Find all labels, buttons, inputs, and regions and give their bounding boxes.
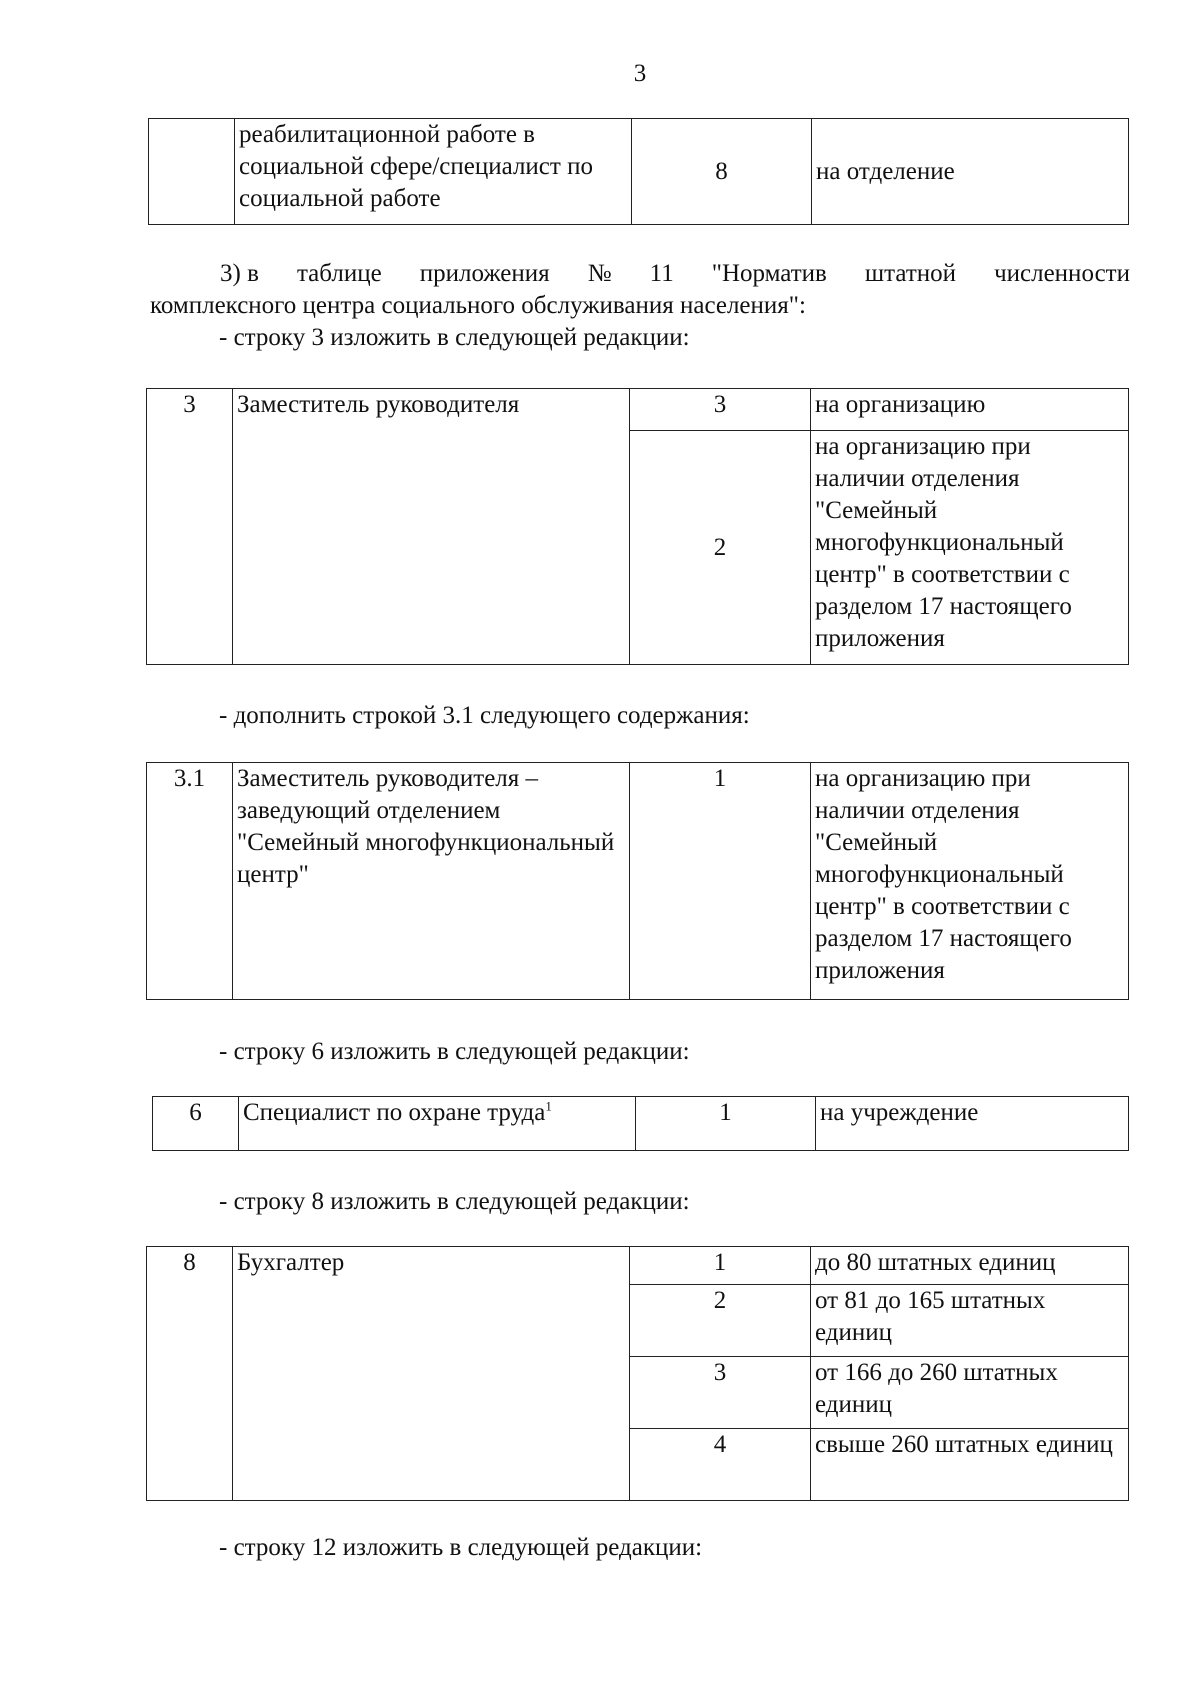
intro-word: 11	[649, 260, 674, 287]
table-row	[147, 389, 1129, 431]
norm-cell: свыше 260 штатных единиц	[811, 1429, 1129, 1501]
count-cell: 2	[630, 431, 811, 665]
intro-word: численности	[994, 260, 1130, 287]
intro-word: "Норматив	[711, 260, 827, 287]
count-cell: 8	[632, 119, 812, 225]
table-row-8	[146, 1246, 1129, 1501]
count-cell: 1	[630, 1247, 811, 1285]
instruction-row-12: - строку 12 изложить в следующей редакции:	[219, 1534, 703, 1561]
norm-cell: на организацию при наличии отделения "Семейный многофункциональный центр" в соответствии с разделом 17 настоящего приложения	[811, 431, 1129, 665]
table-row-3-1	[146, 762, 1129, 1000]
intro-word: штатной	[864, 260, 957, 287]
norm-cell: на отделение	[812, 119, 1129, 225]
table-row	[147, 1247, 1129, 1285]
number-cell: 6	[153, 1097, 239, 1151]
count-cell: 4	[630, 1429, 811, 1501]
norm-cell: до 80 штатных единиц	[811, 1247, 1129, 1285]
position-cell: Заместитель руководителя – заведующий отделением "Семейный многофункциональный центр"	[233, 763, 630, 1000]
norm-cell: на организацию	[811, 389, 1129, 431]
table-row-6	[152, 1096, 1129, 1151]
intro-paragraph	[150, 258, 1130, 354]
intro-line-2: комплексного центра социального обслуживания населения":	[150, 292, 806, 319]
table-row	[149, 119, 1129, 225]
count-cell: 1	[630, 763, 811, 1000]
norm-cell: от 81 до 165 штатных единиц	[811, 1285, 1129, 1357]
position-cell	[239, 1097, 636, 1151]
number-cell: 8	[147, 1247, 233, 1501]
number-cell	[149, 119, 235, 225]
intro-line-1	[150, 258, 1130, 290]
position-cell: Бухгалтер	[233, 1247, 630, 1501]
norm-cell: от 166 до 260 штатных единиц	[811, 1357, 1129, 1429]
position-cell: реабилитационной работе в социальной сфере/специалист по социальной работе	[235, 119, 632, 225]
intro-word: 3) в	[220, 260, 259, 287]
position-cell: Заместитель руководителя	[233, 389, 630, 665]
number-cell: 3	[147, 389, 233, 665]
count-cell: 3	[630, 1357, 811, 1429]
intro-word: приложения	[419, 260, 550, 287]
table-row	[153, 1097, 1129, 1151]
intro-word: таблице	[296, 260, 382, 287]
instruction-row-6: - строку 6 изложить в следующей редакции:	[219, 1038, 690, 1065]
footnote-mark: 1	[545, 1098, 552, 1114]
count-cell: 1	[636, 1097, 816, 1151]
table-continuation	[148, 118, 1129, 225]
instruction-add-row-3-1: - дополнить строкой 3.1 следующего содержания:	[219, 702, 750, 729]
table-row	[147, 763, 1129, 1000]
intro-line-3: - строку 3 изложить в следующей редакции:	[219, 324, 690, 351]
table-row-3	[146, 388, 1129, 665]
norm-cell: на организацию при наличии отделения "Семейный многофункциональный центр" в соответствии с разделом 17 настоящего приложения	[811, 763, 1129, 1000]
position-text: Специалист по охране труда	[243, 1099, 546, 1126]
count-cell: 3	[630, 389, 811, 431]
instruction-row-8: - строку 8 изложить в следующей редакции:	[219, 1188, 690, 1215]
number-cell: 3.1	[147, 763, 233, 1000]
intro-word: №	[587, 260, 612, 287]
page-number: 3	[633, 60, 647, 87]
count-cell: 2	[630, 1285, 811, 1357]
norm-cell: на учреждение	[816, 1097, 1129, 1151]
